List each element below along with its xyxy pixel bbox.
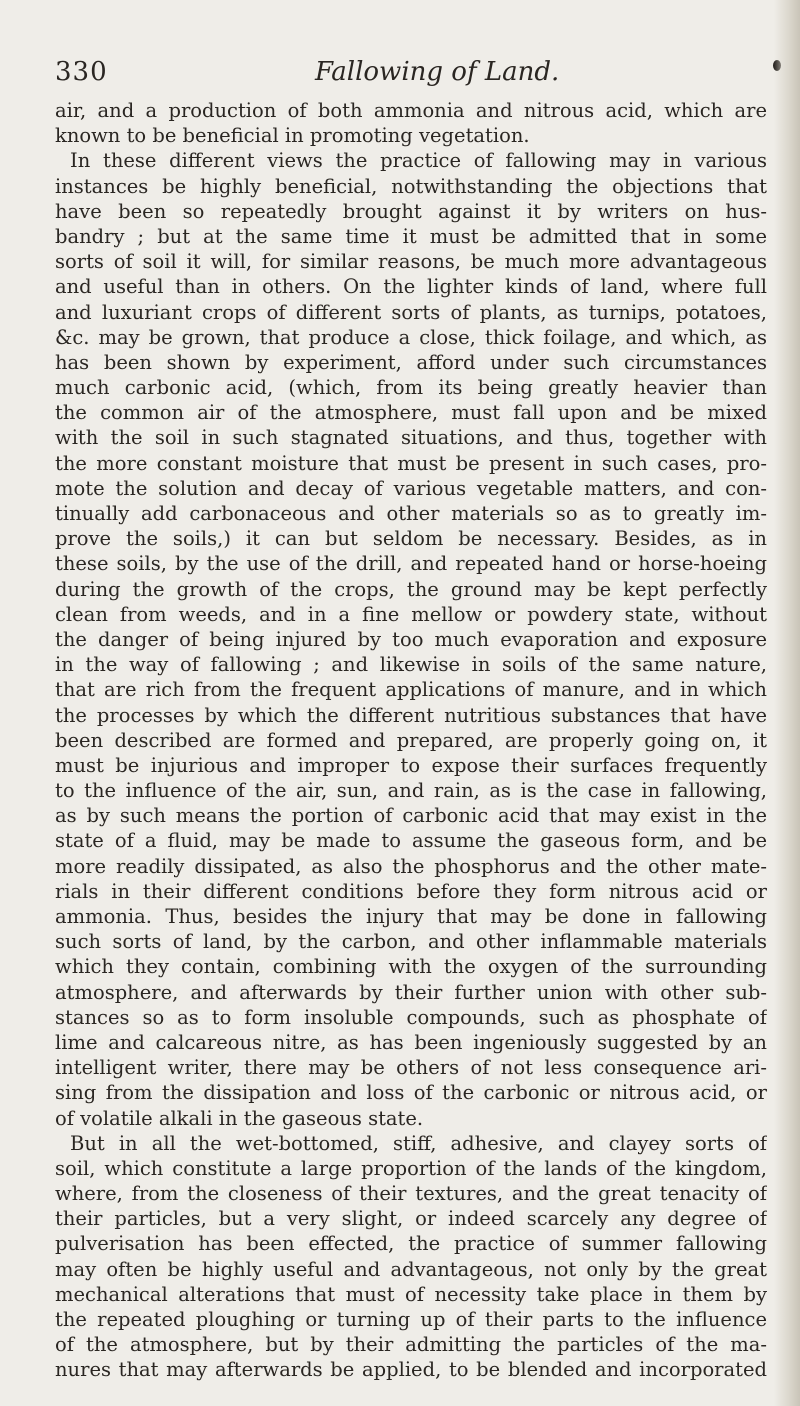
text-line: soil, which constitute a large proportion of the lands of the kingdom,	[55, 1156, 767, 1180]
text-line: their particles, but a very slight, or indeed scarcely any degree of	[55, 1207, 767, 1231]
text-line: ammonia. Thus, besides the injury that may be done in fallowing	[55, 905, 767, 928]
text-line: of the atmosphere, but by their admitting the particles of the ma-	[55, 1333, 767, 1357]
text-line: the processes by which the different nutritious substances that have	[55, 703, 767, 727]
text-line: state of a fluid, may be made to assume the gaseous form, and be	[55, 829, 767, 853]
text-line: have been so repeatedly brought against it by writers on hus-	[55, 199, 767, 223]
text-line: has been shown by experiment, afford under such circumstances	[55, 350, 767, 374]
text-line: more readily dissipated, as also the phosphorus and the other mate-	[55, 854, 767, 878]
text-line: where, from the closeness of their textures, and the great tenacity of	[55, 1182, 767, 1206]
text-line: air, and a production of both ammonia and nitrous acid, which are	[55, 99, 767, 122]
text-line: But in all the wet-bottomed, stiff, adhesive, and clayey sorts of	[70, 1131, 767, 1155]
text-line: nures that may afterwards be applied, to be blended and incorporated	[55, 1358, 767, 1382]
text-line: during the growth of the crops, the ground may be kept perfectly	[55, 577, 767, 601]
text-line: mote the solution and decay of various vegetable matters, and con-	[55, 476, 767, 500]
text-line: and luxuriant crops of different sorts of plants, as turnips, potatoes,	[55, 300, 767, 324]
text-line: atmosphere, and afterwards by their further union with other sub-	[55, 980, 767, 1004]
text-line: that are rich from the frequent applications of manure, and in which	[55, 678, 767, 702]
page-number: 330	[55, 57, 108, 87]
text-line: clean from weeds, and in a fine mellow or powdery state, without	[55, 602, 767, 626]
text-line: such sorts of land, by the carbon, and other inflammable materials	[55, 930, 767, 954]
text-line: and useful than in others. On the lighter kinds of land, where full	[55, 275, 767, 299]
running-head	[0, 52, 800, 92]
text-line: with the soil in such stagnated situations, and thus, together with	[55, 426, 767, 450]
text-line: much carbonic acid, (which, from its being greatly heavier than	[55, 376, 767, 400]
text-line: may often be highly useful and advantageous, not only by the great	[55, 1257, 767, 1281]
text-line: instances be highly beneficial, notwithstanding the objections that	[55, 174, 767, 198]
text-line: prove the soils,) it can but seldom be necessary. Besides, as in	[55, 527, 767, 551]
text-line: these soils, by the use of the drill, and repeated hand or horse-hoeing	[55, 552, 767, 576]
text-line: the danger of being injured by too much evaporation and exposure	[55, 627, 767, 651]
body-text	[55, 98, 767, 1383]
printers-mark-icon	[773, 60, 781, 71]
text-line: In these different views the practice of fallowing may in various	[70, 149, 767, 173]
text-line: stances so as to form insoluble compounds, such as phosphate of	[55, 1005, 767, 1029]
text-line: which they contain, combining with the oxygen of the surrounding	[55, 955, 767, 979]
text-line: been described are formed and prepared, are properly going on, it	[55, 728, 767, 752]
text-line: intelligent writer, there may be others of not less consequence ari-	[55, 1056, 767, 1080]
text-line: pulverisation has been effected, the practice of summer fallowing	[55, 1232, 767, 1256]
text-line: the repeated ploughing or turning up of their parts to the influence	[55, 1308, 767, 1331]
text-line: &c. may be grown, that produce a close, thick foilage, and which, as	[55, 325, 767, 349]
text-line: the more constant moisture that must be present in such cases, pro-	[55, 451, 767, 475]
text-line: tinually add carbonaceous and other materials so as to greatly im-	[55, 502, 767, 525]
text-line: as by such means the portion of carbonic acid that may exist in the	[55, 804, 767, 828]
text-line: to the influence of the air, sun, and rain, as is the case in fallowing,	[55, 779, 767, 803]
text-line: the common air of the atmosphere, must fall upon and be mixed	[55, 401, 767, 425]
text-line: mechanical alterations that must of necessity take place in them by	[55, 1282, 767, 1306]
text-line: sorts of soil it will, for similar reasons, be much more advantageous	[55, 250, 767, 274]
text-line: must be injurious and improper to expose their surfaces frequently	[55, 753, 767, 777]
running-title: Fallowing of Land.	[315, 57, 560, 87]
text-line: in the way of fallowing ; and likewise in soils of the same nature,	[55, 653, 767, 677]
text-line: rials in their different conditions before they form nitrous acid or	[55, 879, 767, 903]
text-line: sing from the dissipation and loss of the carbonic or nitrous acid, or	[55, 1081, 767, 1105]
text-line: bandry ; but at the same time it must be admitted that in some	[55, 224, 767, 248]
text-line: of volatile alkali in the gaseous state.	[55, 1106, 424, 1130]
text-line: lime and calcareous nitre, as has been ingeniously suggested by an	[55, 1030, 767, 1054]
text-line: known to be beneficial in promoting vegetation.	[55, 124, 530, 148]
